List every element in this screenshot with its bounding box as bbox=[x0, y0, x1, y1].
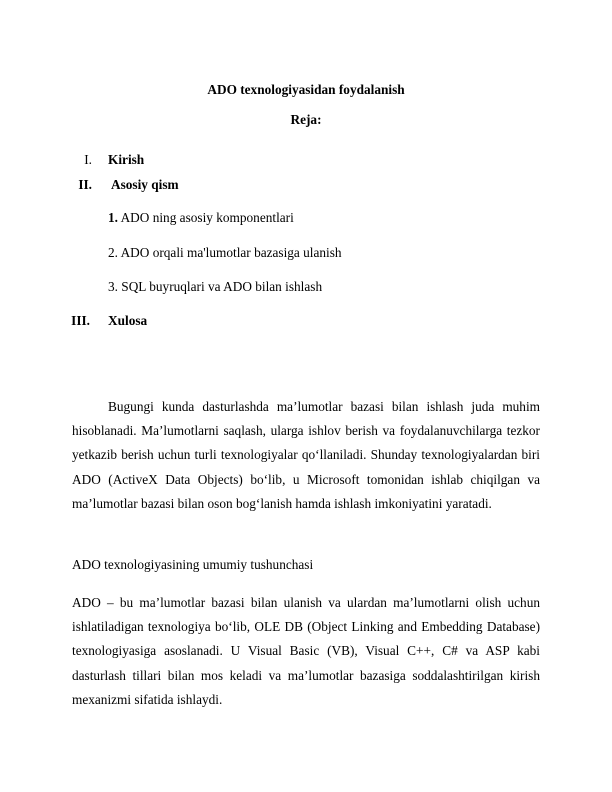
sub-item-3 bbox=[108, 279, 322, 295]
outline-item-1 bbox=[0, 152, 612, 170]
document-subtitle: Reja: bbox=[290, 112, 322, 127]
sub-item-number: 2. bbox=[108, 245, 118, 260]
outline-label: Kirish bbox=[108, 152, 145, 167]
sub-item-text: ADO orqali ma'lumotlar bazasiga ulanish bbox=[117, 245, 342, 260]
outline-numeral: II. bbox=[78, 177, 92, 192]
sub-item-1 bbox=[108, 210, 294, 226]
sub-item-text: ADO ning asosiy komponentlari bbox=[117, 210, 294, 225]
sub-item-2 bbox=[108, 245, 342, 261]
intro-paragraph: Bugungi kunda dasturlashda ma’lumotlar bazasi bilan ishlash juda muhim hisoblanadi. Ma’lumotlarni saqlash, ularga ishlov berish va foydalanuvchilarga tezkor yetkazib berish uchun turli texnologiyalar qo‘llaniladi. Shunday texnologiyalardan biri ADO (ActiveX Data Objects) bo‘lib, u Microsoft tomonidan ishlab chiqilgan va ma’lumotlar bazasi bilan oson bog‘lanish hamda ishlash imkoniyatini yaratadi. bbox=[72, 399, 540, 511]
outline-item-3 bbox=[0, 313, 612, 331]
outline-label: Xulosa bbox=[108, 313, 148, 328]
document-title: ADO texnologiyasidan foydalanish bbox=[207, 82, 405, 97]
outline-item-2 bbox=[0, 177, 612, 195]
section-heading: ADO texnologiyasining umumiy tushunchasi bbox=[72, 557, 314, 572]
sub-item-text: SQL buyruqlari va ADO bilan ishlash bbox=[117, 279, 323, 294]
body-paragraph: ADO – bu ma’lumotlar bazasi bilan ulanish va ulardan ma’lumotlarni olish uchun ishlatiladigan texnologiya bo‘lib, OLE DB (Object Linking and Embedding Database) texnologiyasiga asoslanadi. U Visual Basic (VB), Visual C++, C# va ASP kabi dasturlash tillari bilan mos keladi va ma’lumotlar bazasiga soddalashtirilgan kirish mexanizmi sifatida ishlaydi. bbox=[72, 595, 540, 707]
sub-item-number: 3. bbox=[108, 279, 118, 294]
outline-numeral: I. bbox=[84, 152, 92, 167]
outline-numeral: III. bbox=[71, 313, 90, 328]
sub-item-number: 1. bbox=[108, 210, 118, 225]
outline-label: Asosiy qism bbox=[111, 177, 179, 192]
